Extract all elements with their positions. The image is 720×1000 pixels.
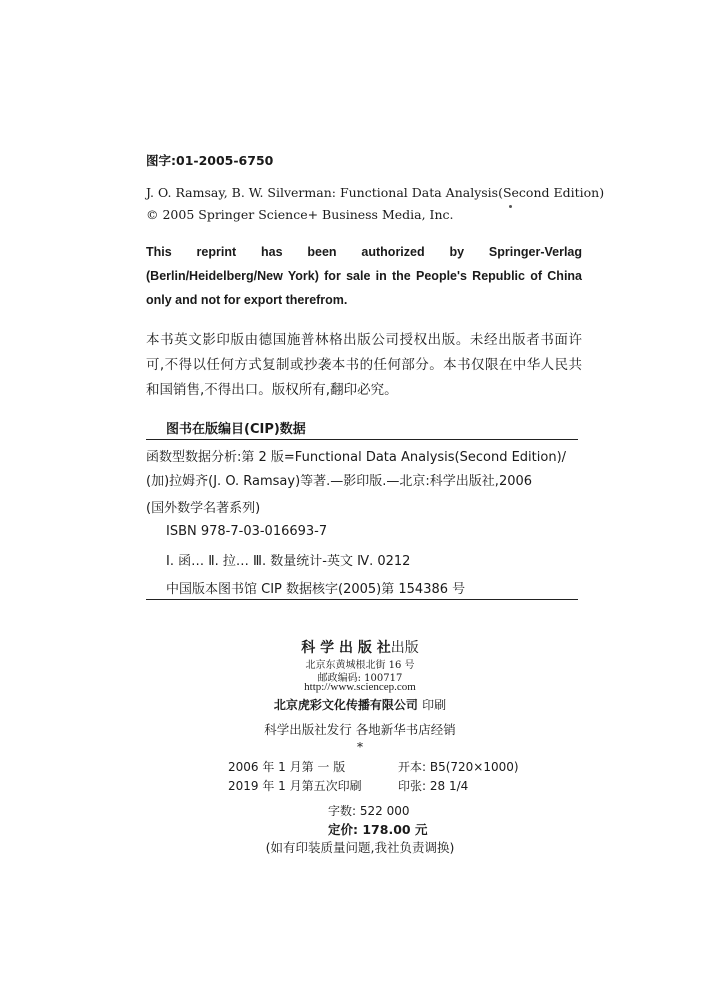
printed-sheets: 印张: 28 1/4	[398, 779, 469, 793]
printing-date: 2019 年 1 月第五次印刷	[228, 779, 362, 793]
publisher-address: 北京东黄城根北街 16 号	[305, 660, 415, 671]
printer-suffix: 印刷	[422, 698, 447, 712]
price: 定价: 178.00 元	[328, 822, 428, 837]
publisher-postcode: 邮政编码: 100717	[317, 673, 403, 684]
separator-star: *	[357, 740, 363, 754]
publisher-name	[0, 637, 720, 657]
registration-number: 图字:01-2005-6750	[146, 153, 274, 168]
scan-speck	[509, 205, 512, 208]
publisher-name-text: 科 学 出 版 社	[301, 640, 391, 656]
cip-isbn: ISBN 978-7-03-016693-7	[166, 524, 328, 539]
quality-notice: (如有印装质量问题,我社负责调换)	[265, 840, 455, 855]
cip-classification: Ⅰ. 函… Ⅱ. 拉… Ⅲ. 数量统计-英文 Ⅳ. 0212	[166, 554, 411, 569]
printer-name: 北京虎彩文化传播有限公司	[273, 698, 418, 712]
word-count: 字数: 522 000	[328, 804, 410, 818]
first-edition-date: 2006 年 1 月第 一 版	[228, 760, 346, 774]
chinese-copyright-notice: 本书英文影印版由德国施普林格出版公司授权出版。未经出版者书面许可,不得以任何方式复制或抄袭本书的任何部分。本书仅限在中华人民共和国销售,不得出口。版权所有,翻印必究。	[146, 332, 582, 398]
cip-line-2: (加)拉姆齐(J. O. Ramsay)等著.—影印版.—北京:科学出版社,2006	[146, 474, 533, 489]
book-format: 开本: B5(720×1000)	[398, 760, 519, 774]
printer-line	[0, 696, 720, 713]
cip-line-1: 函数型数据分析:第 2 版=Functional Data Analysis(Second Edition)/	[146, 450, 567, 465]
publisher-url: http://www.sciencep.com	[304, 681, 416, 693]
cip-bottom-rule	[146, 599, 578, 600]
cip-series: (国外数学名著系列)	[146, 501, 261, 516]
distribution-line: 科学出版社发行 各地新华书店经销	[264, 722, 456, 737]
reprint-authorization-notice: This reprint has been authorized by Springer-Verlag (Berlin/Heidelberg/New York) for sale in the People's Republic of China only and not for export therefrom.	[146, 245, 582, 307]
cip-top-rule	[146, 439, 578, 440]
cip-record-number: 中国版本图书馆 CIP 数据核字(2005)第 154386 号	[166, 582, 466, 597]
cip-title: 图书在版编目(CIP)数据	[166, 422, 306, 437]
original-title-line: J. O. Ramsay, B. W. Silverman: Functional Data Analysis(Second Edition)	[146, 185, 605, 200]
publisher-suffix: 出版	[390, 640, 419, 656]
original-copyright-line: © 2005 Springer Science+ Business Media, Inc.	[146, 207, 454, 222]
